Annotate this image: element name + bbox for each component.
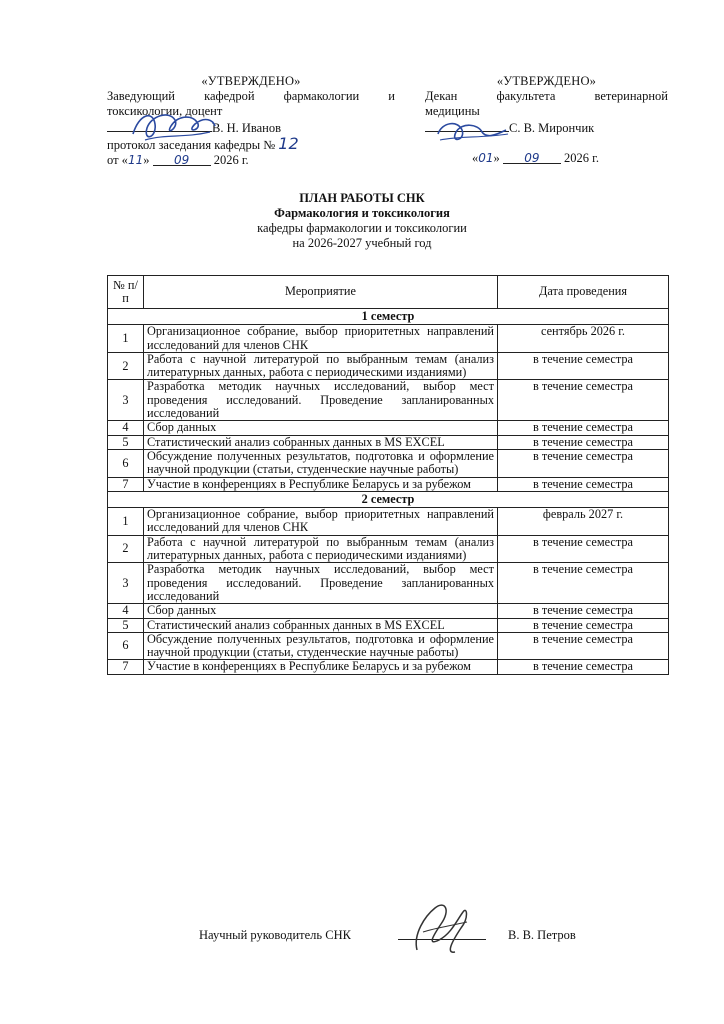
row-event: Разработка методик научных исследований, выбор мест проведения исследований. Проведение запланированных исследований [144, 380, 498, 421]
approval-dean-line2: медицины [425, 104, 480, 118]
row-date: в течение семестра [498, 477, 669, 491]
row-event: Работа с научной литературой по выбранным темам (анализ литературных данных, работа с периодическими изданиями) [144, 352, 498, 380]
plan-table [107, 275, 669, 675]
table-row [108, 632, 669, 660]
row-event: Организационное собрание, выбор приоритетных направлений исследований для членов СНК [144, 508, 498, 536]
row-date: сентябрь 2026 г. [498, 325, 669, 353]
table-row [108, 325, 669, 353]
table-row [108, 660, 669, 674]
row-event: Обсуждение полученных результатов, подготовка и оформление научной продукции (статьи, студенческие научные работы) [144, 449, 498, 477]
row-number: 2 [108, 352, 144, 380]
date-year-right: 2026 г. [564, 151, 599, 165]
date-month-left: 09 [173, 153, 190, 167]
table-row [108, 477, 669, 491]
date-mid-left: » [143, 153, 150, 167]
table-row [108, 535, 669, 563]
approval-dean-line1: Декан факультета ветеринарной [425, 89, 668, 103]
row-date: в течение семестра [498, 435, 669, 449]
table-row [108, 508, 669, 536]
row-date: в течение семестра [498, 632, 669, 660]
table-row [108, 618, 669, 632]
plan-academic-year: на 2026-2027 учебный год [292, 236, 432, 250]
approval-position-line1: Заведующий кафедрой фармакологии и [107, 89, 395, 103]
table-row [108, 604, 669, 618]
semester-row [108, 491, 669, 507]
table-row [108, 435, 669, 449]
row-number: 3 [108, 380, 144, 421]
signature-left-icon [125, 104, 220, 149]
table-row [108, 352, 669, 380]
signature-right-icon [432, 116, 512, 148]
row-number: 4 [108, 604, 144, 618]
date-month-right: 09 [524, 151, 540, 165]
date-day-right: 01 [478, 151, 494, 165]
approval-signer-right: С. В. Мирончик [509, 121, 595, 135]
header-event: Мероприятие [144, 276, 498, 309]
protocol-number: 12 [278, 134, 299, 153]
approval-heading-left: «УТВЕРЖДЕНО» [201, 74, 301, 88]
date-prefix-left: от « [107, 153, 128, 167]
date-day-left: 11 [127, 153, 144, 167]
table-row [108, 421, 669, 435]
row-date: в течение семестра [498, 618, 669, 632]
row-date: в течение семестра [498, 535, 669, 563]
row-date: в течение семестра [498, 604, 669, 618]
row-event: Участие в конференциях в Республике Беларусь и за рубежом [144, 477, 498, 491]
semester-row [108, 309, 669, 325]
row-number: 6 [108, 449, 144, 477]
row-date: в течение семестра [498, 352, 669, 380]
row-number: 5 [108, 435, 144, 449]
row-event: Обсуждение полученных результатов, подготовка и оформление научной продукции (статьи, студенческие научные работы) [144, 632, 498, 660]
plan-title: ПЛАН РАБОТЫ СНК [299, 191, 425, 205]
table-row [108, 449, 669, 477]
approval-position-line2: токсикологии, доцент [107, 104, 223, 118]
approval-block-right: «УТВЕРЖДЕНО» Декан факультета ветеринарной медицины С. В. Мирончик «01» 09 2026 г. [425, 74, 668, 165]
row-number: 1 [108, 508, 144, 536]
plan-title-block [0, 191, 724, 251]
semester-label: 1 семестр [108, 309, 669, 325]
signature-supervisor-icon [405, 898, 475, 960]
row-event: Работа с научной литературой по выбранным темам (анализ литературных данных, работа с периодическими изданиями) [144, 535, 498, 563]
table-row [108, 380, 669, 421]
row-event: Сбор данных [144, 604, 498, 618]
row-number: 2 [108, 535, 144, 563]
header-date: Дата проведения [498, 276, 669, 309]
row-event: Статистический анализ собранных данных в MS EXCEL [144, 435, 498, 449]
row-date: в течение семестра [498, 421, 669, 435]
plan-department: кафедры фармакологии и токсикологии [257, 221, 467, 235]
row-date: в течение семестра [498, 660, 669, 674]
table-row [108, 563, 669, 604]
row-event: Разработка методик научных исследований, выбор мест проведения исследований. Проведение запланированных исследований [144, 563, 498, 604]
protocol-label: протокол заседания кафедры № [107, 138, 276, 152]
row-number: 6 [108, 632, 144, 660]
row-number: 3 [108, 563, 144, 604]
table-header-row [108, 276, 669, 309]
header-num: № п/п [108, 276, 144, 309]
plan-subject: Фармакология и токсикология [274, 206, 450, 220]
row-number: 4 [108, 421, 144, 435]
approval-heading-right: «УТВЕРЖДЕНО» [496, 74, 597, 88]
row-number: 7 [108, 477, 144, 491]
row-date: в течение семестра [498, 449, 669, 477]
supervisor-role: Научный руководитель СНК [199, 928, 351, 942]
row-number: 7 [108, 660, 144, 674]
row-number: 1 [108, 325, 144, 353]
row-event: Сбор данных [144, 421, 498, 435]
row-event: Организационное собрание, выбор приоритетных направлений исследований для членов СНК [144, 325, 498, 353]
row-date: в течение семестра [498, 563, 669, 604]
semester-label: 2 семестр [108, 491, 669, 507]
row-date: в течение семестра [498, 380, 669, 421]
row-date: февраль 2027 г. [498, 508, 669, 536]
row-event: Статистический анализ собранных данных в MS EXCEL [144, 618, 498, 632]
row-event: Участие в конференциях в Республике Беларусь и за рубежом [144, 660, 498, 674]
approval-signer-left: В. Н. Иванов [212, 121, 282, 135]
date-year-left: 2026 г. [213, 153, 249, 167]
supervisor-name: В. В. Петров [508, 928, 576, 942]
row-number: 5 [108, 618, 144, 632]
